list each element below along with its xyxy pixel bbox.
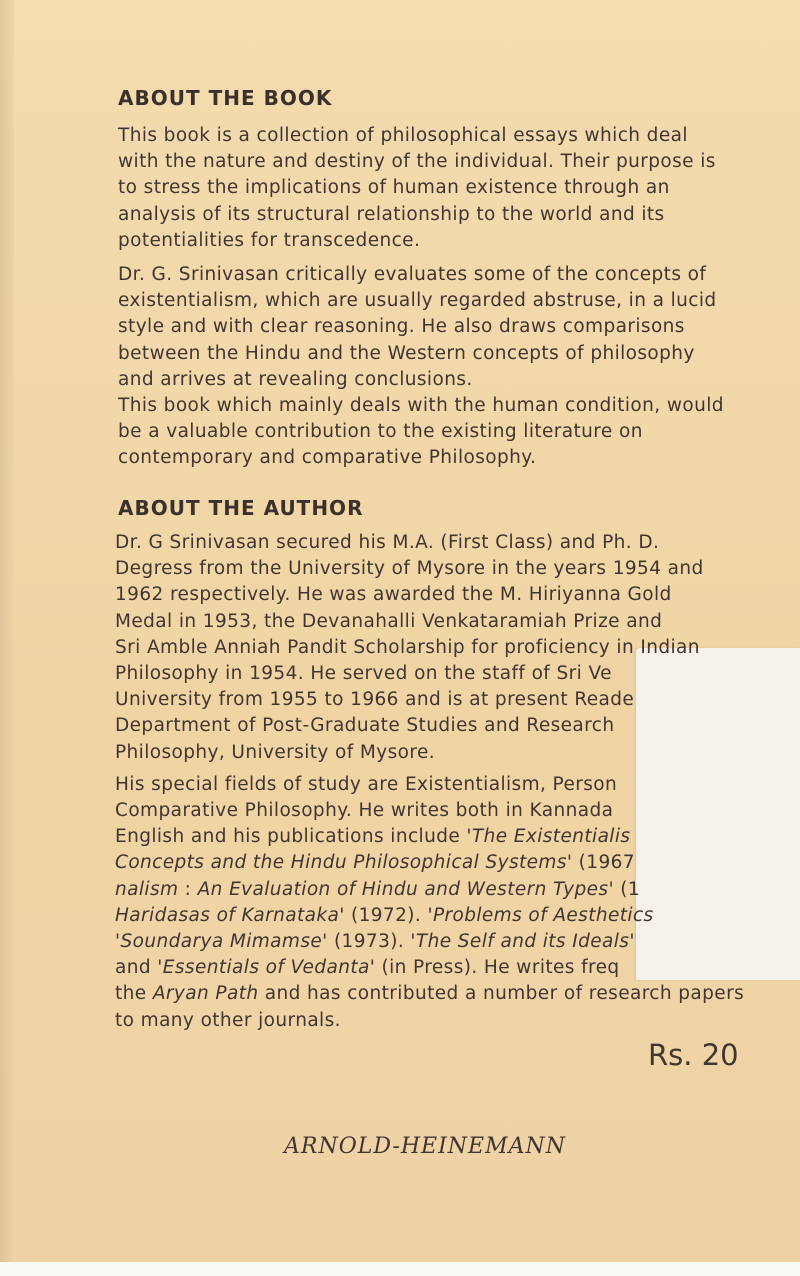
author-line: His special fields of study are Existentialism, Person (115, 773, 618, 795)
author-line (115, 850, 770, 876)
price-tag: Rs. 20 (648, 1038, 739, 1072)
book-title: Soundarya Mimamse (120, 931, 323, 953)
text-run: ' (115, 931, 121, 953)
book-title: An Evaluation of Hindu and Western Types (197, 878, 609, 900)
book-title: The Existentialis (471, 826, 631, 848)
book-title: Essentials of Vedanta (162, 957, 370, 979)
text-run: ' (1967 (566, 852, 635, 874)
text-run: ' (in Press). He writes freq (369, 957, 620, 979)
author-line (115, 929, 770, 955)
author-line: Degress from the University of Mysore in the years 1954 and (115, 558, 704, 580)
about-author-heading: ABOUT THE AUTHOR (118, 496, 364, 520)
text-run: ' (1 (608, 878, 641, 900)
author-line (115, 981, 770, 1007)
author-line: 1962 respectively. He was awarded the M. Hiriyanna Gold (115, 584, 672, 606)
book-title: The Self and its Ideals (415, 931, 630, 953)
author-line: to many other journals. (115, 1009, 341, 1031)
author-line (115, 824, 770, 850)
about-author-text (115, 530, 770, 1034)
text-run: the (115, 983, 153, 1005)
author-line: University from 1955 to 1966 and is at present Reade (115, 689, 635, 711)
journal-title: Aryan Path (152, 983, 259, 1005)
author-line: Philosophy in 1954. He served on the staff of Sri Ve (115, 663, 612, 685)
publisher-name: ARNOLD-HEINEMANN (284, 1134, 566, 1159)
text-run: ' (1972). ' (339, 904, 433, 926)
text-run: English and his publications include ' (115, 826, 472, 848)
about-book-paragraph-1: This book is a collection of philosophical essays which deal with the nature and destiny of the individual. Their purpose is to stress the implications of human existence through an analysis of its structural relationship to the world and its potentialities for transcedence. (118, 125, 716, 251)
author-line: Medal in 1953, the Devanahalli Venkataramiah Prize and (115, 610, 663, 632)
book-title: Haridasas of Karnataka (115, 904, 340, 926)
cover-left-edge (0, 0, 14, 1276)
author-line: Sri Amble Anniah Pandit Scholarship for proficiency in Indian (115, 636, 700, 658)
book-title: Problems of Aesthetics (432, 904, 654, 926)
text-run: and ' (115, 957, 163, 979)
text-run: and has contributed a number of research papers (258, 983, 745, 1005)
about-book-paragraph-2: Dr. G. Srinivasan critically evaluates some of the concepts of existentialism, which are usually regarded abstruse, in a lucid style and with clear reasoning. He also draws comparisons between the Hindu and the Western concepts of philosophy and arrives at revealing conclusions. This book which mainly deals with the human condition, would be a valuable contribution to the existing literature on contemporary and comparative Philosophy. (118, 264, 724, 469)
author-line (115, 955, 770, 981)
author-line: Philosophy, University of Mysore. (115, 741, 436, 763)
cover-bottom-edge (0, 1262, 800, 1276)
author-line: Department of Post-Graduate Studies and Research (115, 715, 615, 737)
about-book-heading: ABOUT THE BOOK (118, 86, 333, 110)
author-line: Dr. G Srinivasan secured his M.A. (First Class) and Ph. D. (115, 532, 660, 553)
book-title: Concepts and the Hindu Philosophical Systems (115, 852, 567, 874)
text-run: ' (629, 931, 635, 953)
text-run: : (178, 878, 198, 900)
author-line: Comparative Philosophy. He writes both in Kannada (115, 800, 614, 822)
author-line (115, 877, 770, 903)
text-run: ' (1973). ' (322, 931, 416, 953)
author-line (115, 903, 770, 929)
book-title: nalism (115, 878, 179, 900)
